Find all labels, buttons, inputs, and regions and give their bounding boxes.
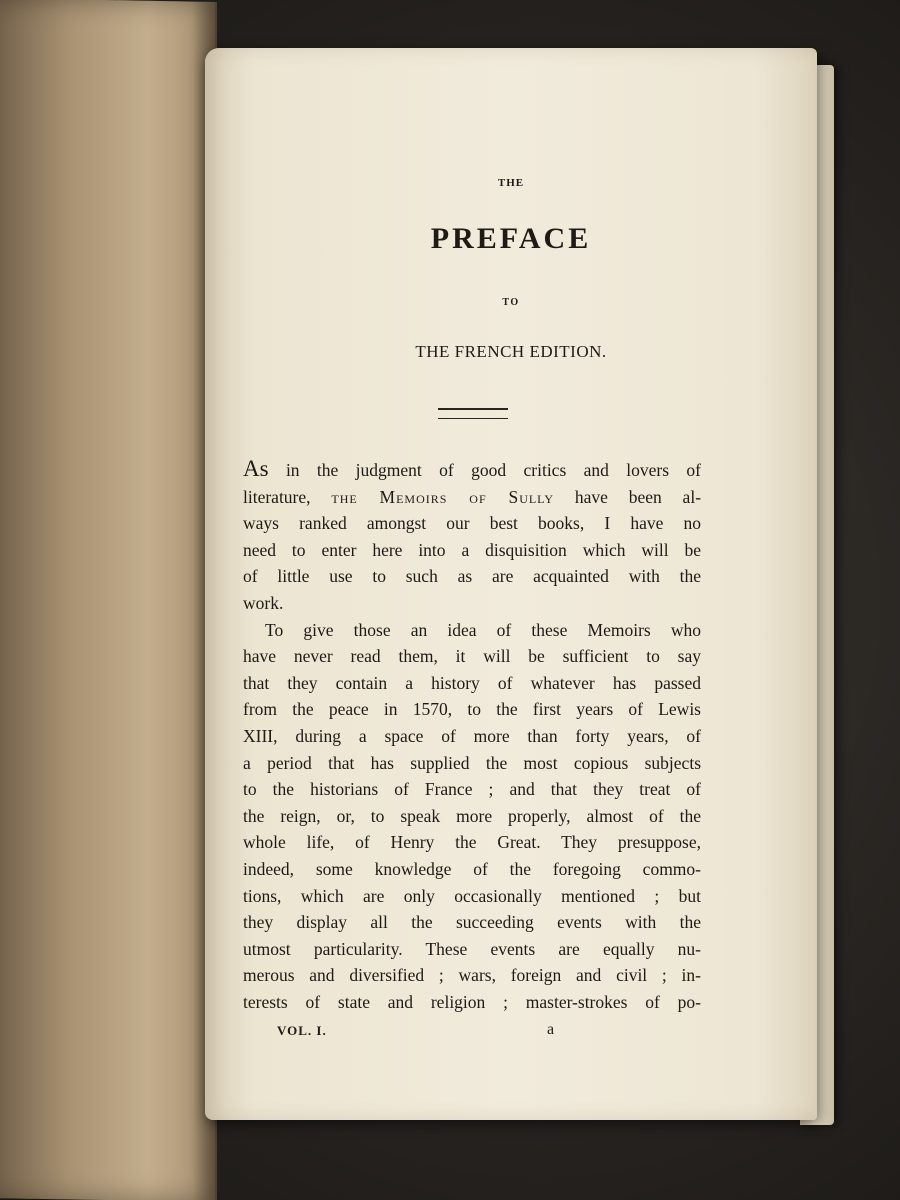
text-line: from the peace in 1570, to the first years of Lewis [243, 699, 701, 720]
text-line [243, 456, 701, 484]
text-line: tions, which are only occasionally mentioned ; but [243, 885, 701, 906]
book-page [205, 48, 817, 1120]
left-facing-page [0, 0, 217, 1200]
text-line: have never read them, it will be sufficient to say [243, 646, 701, 667]
page-subtitle: THE FRENCH EDITION. [415, 342, 607, 361]
text-line: whole life, of Henry the Great. They presuppose, [243, 832, 701, 853]
text-line-part: literature, [243, 486, 332, 507]
page-title: PREFACE [430, 222, 592, 255]
text-line [243, 484, 701, 511]
text-line: XIII, during a space of more than forty years, of [243, 725, 701, 746]
text-line: work. [243, 592, 284, 613]
decorative-rule [438, 408, 508, 419]
text-line: To give those an idea of these Memoirs who [265, 619, 701, 640]
text-line: a period that has supplied the most copious subjects [243, 752, 701, 773]
text-line-part: have been al- [553, 486, 702, 507]
text-line: need to enter here into a disquisition which will be [243, 539, 701, 560]
volume-number: VOL. I. [277, 1023, 327, 1038]
body-text [243, 456, 701, 1015]
header-to: TO [502, 297, 520, 308]
small-caps-the: the [331, 486, 380, 507]
text-line: terests of state and religion ; master-strokes of po- [243, 991, 701, 1012]
text-line: utmost particularity. These events are equally nu- [243, 938, 701, 959]
text-line: to the historians of France ; and that they treat of [243, 779, 701, 800]
text-line: of little use to such as are acquainted with the [243, 566, 701, 587]
drop-cap: As [243, 456, 269, 481]
page-footer [277, 1023, 577, 1039]
text-line: ways ranked amongst our best books, I have no [243, 513, 701, 534]
text-line: the reign, or, to speak more properly, almost of the [243, 805, 701, 826]
book-title-small-caps: Memoirs of Sully [379, 486, 554, 507]
signature-mark: a [547, 1021, 556, 1038]
text-line: indeed, some knowledge of the foregoing commo- [243, 858, 701, 879]
text-line: that they contain a history of whatever has passed [243, 672, 701, 693]
text-line: merous and diversified ; wars, foreign and civil ; in- [243, 965, 701, 986]
text-line-part: in the judgment of good critics and lovers of [268, 460, 701, 480]
text-line: they display all the succeeding events with the [243, 912, 701, 933]
header-the: THE [497, 177, 525, 189]
